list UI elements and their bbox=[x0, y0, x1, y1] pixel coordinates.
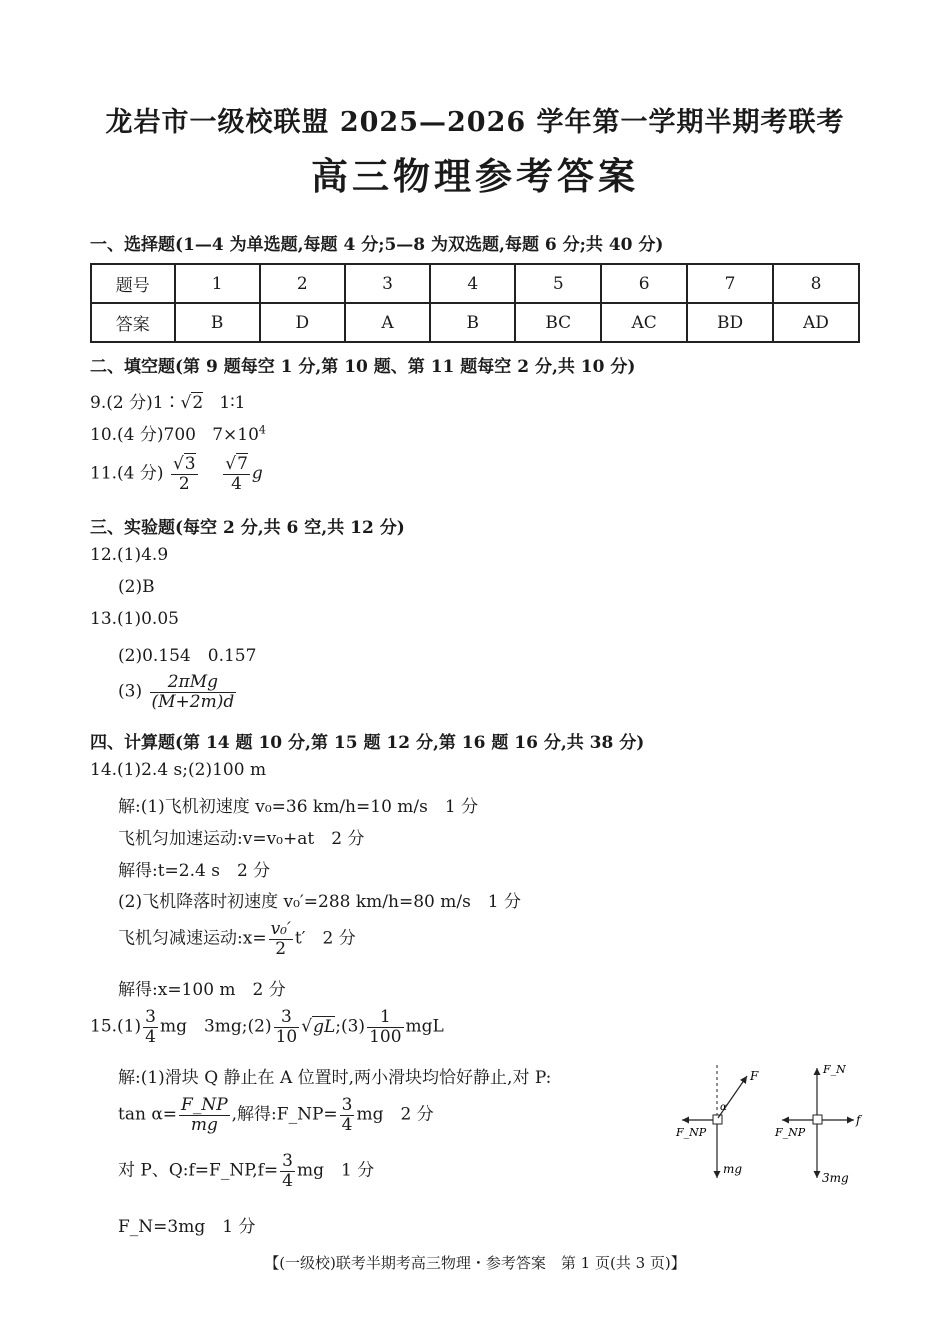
q15-fraction-1 bbox=[143, 1008, 158, 1046]
q13-3-num: 2πMg bbox=[150, 673, 237, 693]
table-cell: 1 bbox=[175, 264, 260, 303]
q15-l3-prefix: 对 P、Q:f=F_NP,f= bbox=[118, 1160, 279, 1181]
table-row bbox=[91, 264, 859, 303]
q9-suffix: 1∶1 bbox=[219, 393, 246, 413]
q15-step-4: F_N=3mg 1 分 bbox=[118, 1217, 256, 1237]
answer-q10 bbox=[90, 420, 266, 445]
force-diagram bbox=[670, 1060, 870, 1190]
label-mg: mg bbox=[723, 1162, 743, 1176]
q15-prefix: 15.(1) bbox=[90, 1016, 142, 1037]
q15-f3-num: 1 bbox=[367, 1008, 403, 1028]
q15-step-2 bbox=[118, 1096, 434, 1134]
q15-fraction-3 bbox=[367, 1008, 403, 1046]
q14-l5-suffix: t′ 2 分 bbox=[294, 928, 356, 949]
table-cell: 8 bbox=[773, 264, 859, 303]
label-FN: F_N bbox=[823, 1063, 846, 1076]
q15-f1-den: 4 bbox=[145, 1026, 156, 1047]
q15-l2-den: mg bbox=[190, 1114, 218, 1135]
q15-l2-fraction-b bbox=[340, 1096, 355, 1134]
q14-step-4: (2)飞机降落时初速度 v₀′=288 km/h=80 m/s 1 分 bbox=[118, 892, 522, 912]
answer-q12-1: 12.(1)4.9 bbox=[90, 545, 169, 565]
q11-fraction-1: $\frac{√3}{2}$ bbox=[172, 454, 196, 494]
q14-l5-den: 2 bbox=[275, 938, 287, 959]
q15-l2-fraction bbox=[179, 1096, 230, 1134]
q15-l2-fden: 4 bbox=[341, 1114, 353, 1135]
q15-l2-fnum: 3 bbox=[341, 1095, 353, 1115]
q15-sqrt: gL bbox=[313, 1016, 336, 1037]
table-cell: A bbox=[345, 303, 430, 342]
q15-t3: mgL bbox=[405, 1016, 444, 1037]
table-cell: B bbox=[430, 303, 515, 342]
q9-sqrt: 2 bbox=[192, 393, 204, 413]
section1-heading: 一、选择题(1—4 为单选题,每题 4 分;5—8 为双选题,每题 6 分;共 40 分) bbox=[90, 235, 664, 255]
q9-prefix: 9.(2 分)1∶ bbox=[90, 393, 181, 413]
label-FNP-q: F_NP bbox=[775, 1126, 806, 1139]
page-footer: 【(一级校)联考半期考高三物理・参考答案 第 1 页(共 3 页)】 bbox=[264, 1254, 686, 1272]
table-cell: 7 bbox=[687, 264, 773, 303]
table-cell: BC bbox=[515, 303, 601, 342]
section4-heading: 四、计算题(第 14 题 10 分,第 15 题 12 分,第 16 题 16 分,共 38 分) bbox=[90, 733, 645, 753]
block-p bbox=[713, 1115, 722, 1124]
q10-prefix: 10.(4 分)700 bbox=[90, 425, 196, 445]
q15-f1-num: 3 bbox=[145, 1007, 156, 1027]
answer-q13-3 bbox=[118, 673, 238, 711]
q15-t2: ;(3) bbox=[335, 1016, 366, 1037]
table-cell: AC bbox=[601, 303, 687, 342]
label-F: F bbox=[750, 1069, 759, 1083]
page-title: 高三物理参考答案 bbox=[311, 154, 639, 198]
q14-step-5 bbox=[118, 920, 356, 958]
q14-l5-num: v₀′ bbox=[270, 919, 291, 939]
q14-fraction bbox=[269, 920, 293, 958]
answer-q9: 9.(2 分)1∶√2 1∶1 bbox=[90, 393, 246, 413]
answer-q13-2: (2)0.154 0.157 bbox=[118, 646, 257, 666]
answer-table bbox=[90, 263, 860, 343]
table-row bbox=[91, 303, 859, 342]
q15-l3-den: 4 bbox=[282, 1170, 293, 1191]
q13-3-den: (M+2m)d bbox=[151, 691, 235, 712]
q15-l2-prefix: tan α= bbox=[118, 1104, 178, 1125]
q15-l3-fraction bbox=[280, 1152, 295, 1190]
answer-q11 bbox=[90, 455, 263, 493]
table-header-cell: 答案 bbox=[91, 303, 175, 342]
answer-q12-2: (2)B bbox=[118, 577, 155, 597]
block-q bbox=[813, 1115, 822, 1124]
table-cell: 6 bbox=[601, 264, 687, 303]
q15-f2-num: 3 bbox=[274, 1008, 300, 1028]
q15-l3-num: 3 bbox=[282, 1151, 293, 1171]
q11-f1-den: 2 bbox=[178, 473, 190, 494]
q15-fraction-2 bbox=[274, 1008, 300, 1046]
label-3mg: 3mg bbox=[822, 1171, 849, 1185]
q15-l2-num: F_NP bbox=[181, 1095, 228, 1115]
table-cell: 3 bbox=[345, 264, 430, 303]
label-FNP: F_NP bbox=[676, 1126, 707, 1139]
q10-base: 7×10 bbox=[212, 425, 259, 445]
q13-3-prefix: (3) bbox=[118, 681, 143, 702]
title-line1: 龙岩市一级校联盟 2025—2026 学年第一学期半期考联考 bbox=[105, 107, 845, 138]
label-alpha: α bbox=[720, 1102, 727, 1113]
table-cell: B bbox=[175, 303, 260, 342]
q15-t1: mg 3mg;(2) bbox=[159, 1016, 272, 1037]
table-cell: 2 bbox=[260, 264, 345, 303]
q11-f1-num: 3 bbox=[184, 454, 196, 474]
table-cell: 5 bbox=[515, 264, 601, 303]
answer-q14-summary: 14.(1)2.4 s;(2)100 m bbox=[90, 760, 267, 780]
q11-prefix: 11.(4 分) bbox=[90, 463, 164, 484]
q15-l3-suffix: mg 1 分 bbox=[296, 1160, 375, 1181]
q11-g: g bbox=[251, 463, 263, 484]
q15-step-1: 解:(1)滑块 Q 静止在 A 位置时,两小滑块均恰好静止,对 P: bbox=[118, 1068, 552, 1088]
q11-f2-num: 7 bbox=[237, 454, 248, 474]
q15-l2-suffix: mg 2 分 bbox=[356, 1104, 434, 1125]
q15-l2-mid: ,解得:F_NP= bbox=[231, 1104, 338, 1125]
q14-step-1: 解:(1)飞机初速度 v₀=36 km/h=10 m/s 1 分 bbox=[118, 797, 479, 817]
q15-f2-den: 10 bbox=[275, 1026, 298, 1047]
q14-step-3: 解得:t=2.4 s 2 分 bbox=[118, 861, 271, 881]
q14-l5-prefix: 飞机匀减速运动:x= bbox=[118, 928, 267, 949]
q15-step-3 bbox=[118, 1152, 374, 1190]
table-cell: 4 bbox=[430, 264, 515, 303]
q14-step-2: 飞机匀加速运动:v=v₀+at 2 分 bbox=[118, 829, 365, 849]
answer-q13-1: 13.(1)0.05 bbox=[90, 609, 179, 629]
table-cell: BD bbox=[687, 303, 773, 342]
section2-heading: 二、填空题(第 9 题每空 1 分,第 10 题、第 11 题每空 2 分,共 10 分) bbox=[90, 357, 636, 377]
q11-fraction-2: $\frac{√7}{4}$ bbox=[225, 454, 248, 494]
table-cell: D bbox=[260, 303, 345, 342]
q10-exp: 4 bbox=[258, 423, 266, 437]
q14-step-6: 解得:x=100 m 2 分 bbox=[118, 980, 286, 1000]
q11-f2-den: 4 bbox=[231, 473, 242, 494]
answer-q15-summary: 15.(1) $\frac{3}{4}$ mg 3mg;(2) $\frac{3}{10}$ √gL;(3) $\frac{1}{100}$ mgL bbox=[90, 1007, 444, 1047]
q13-fraction bbox=[150, 673, 237, 711]
label-f: f bbox=[856, 1113, 861, 1127]
table-cell: AD bbox=[773, 303, 859, 342]
table-header-cell: 题号 bbox=[91, 264, 175, 303]
q15-f3-den: 100 bbox=[369, 1026, 402, 1047]
section3-heading: 三、实验题(每空 2 分,共 6 空,共 12 分) bbox=[90, 518, 405, 538]
